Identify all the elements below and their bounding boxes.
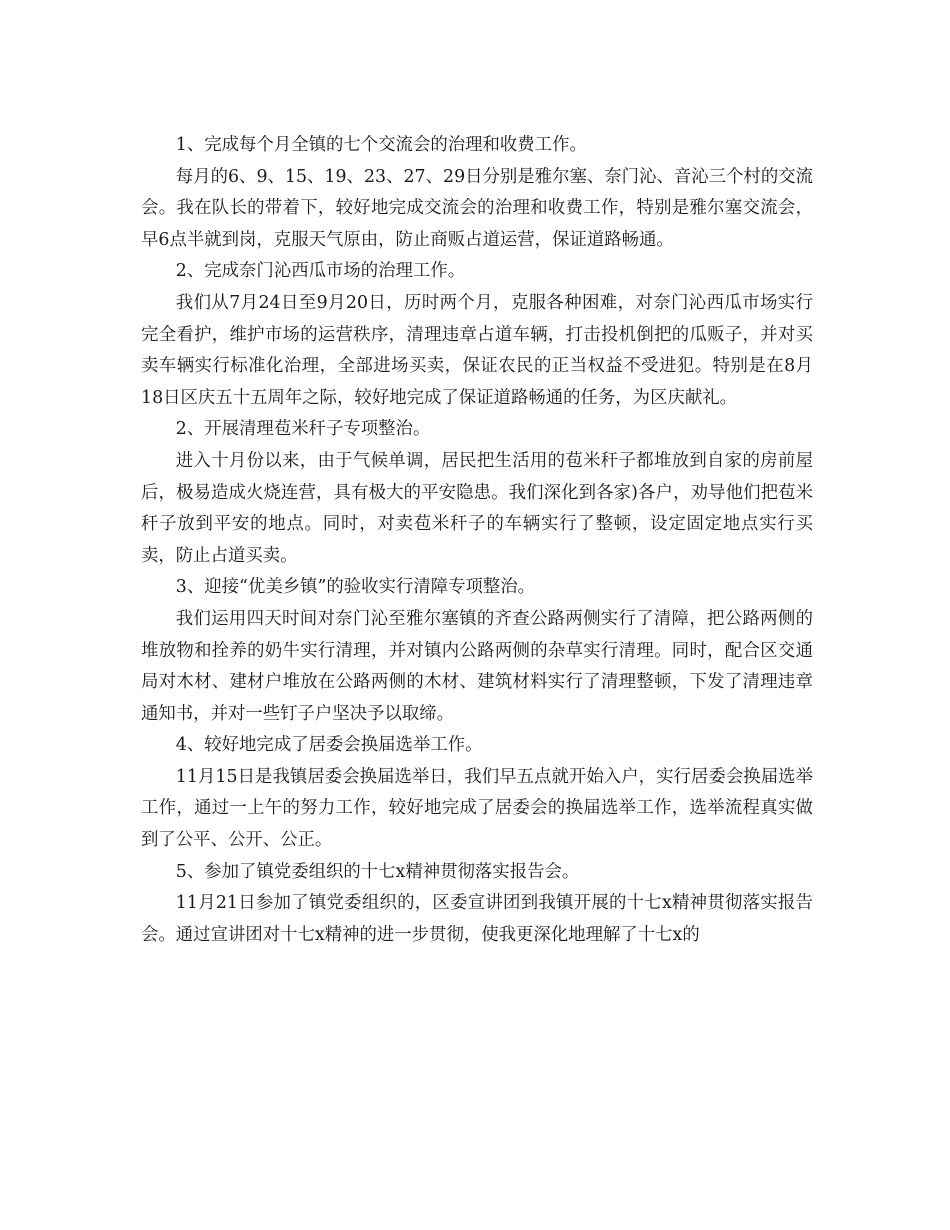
section-heading-6: 5、参加了镇党委组织的十七x精神贯彻落实报告会。 (175, 861, 580, 882)
section-heading-3: 2、开展清理苞米秆子专项整治。 (175, 419, 431, 440)
paragraph-2: 我们从7月24日至9月20日，历时两个月，克服各种困难，对奈门沁西瓜市场实行完全看护，维护市场的运营秩序，清理违章占道车辆，打击投机倒把的瓜贩子，并对买卖车辆实行标准化治理，全部进场买卖，保证农民的正当权益不受进犯。特别是在8月18日区庆五十五周年之际，较好地完成了保证道路畅通的任务，为区庆献礼。 (141, 292, 813, 408)
paragraph-5: 11月15日是我镇居委会换届选举日，我们早五点就开始入户，实行居委会换届选举工作，通过一上午的努力工作，较好地完成了居委会的换届选举工作，选举流程真实做到了公平、公开、公正。 (141, 766, 813, 851)
paragraph-4: 我们运用四天时间对奈门沁至雅尔塞镇的齐查公路两侧实行了清障，把公路两侧的堆放物和拴养的奶牛实行清理，并对镇内公路两侧的杂草实行清理。同时，配合区交通局对木材、建材户堆放在公路两侧的木材、建筑材料实行了清理整顿，下发了清理违章通知书，并对一些钉子户坚决予以取缔。 (141, 608, 813, 724)
section-heading-2: 2、完成奈门沁西瓜市场的治理工作。 (175, 261, 466, 282)
paragraph-3: 进入十月份以来，由于气候单调，居民把生活用的苞米秆子都堆放到自家的房前屋后，极易造成火烧连营，具有极大的平安隐患。我们深化到各家)各户，劝导他们把苞米秆子放到平安的地点。同时，对卖苞米秆子的车辆实行了整顿，设定固定地点实行买卖，防止占道买卖。 (141, 450, 813, 566)
paragraph-6: 11月21日参加了镇党委组织的，区委宣讲团到我镇开展的十七x精神贯彻落实报告会。通过宣讲团对十七x精神的进一步贯彻，使我更深化地理解了十七x的 (141, 893, 813, 945)
section-heading-5: 4、较好地完成了居委会换届选举工作。 (175, 735, 483, 756)
section-heading-1: 1、完成每个月全镇的七个交流会的治理和收费工作。 (175, 135, 587, 155)
document-body (141, 130, 813, 951)
section-heading-4: 3、迎接“优美乡镇”的验收实行清障专项整治。 (175, 577, 536, 598)
paragraph-1: 每月的6、9、15、19、23、27、29日分别是雅尔塞、奈门沁、音沁三个村的交流会。我在队长的带着下，较好地完成交流会的治理和收费工作，特别是雅尔塞交流会，早6点半就到岗，克服天气原由，防止商贩占道运营，保证道路畅通。 (141, 166, 813, 250)
